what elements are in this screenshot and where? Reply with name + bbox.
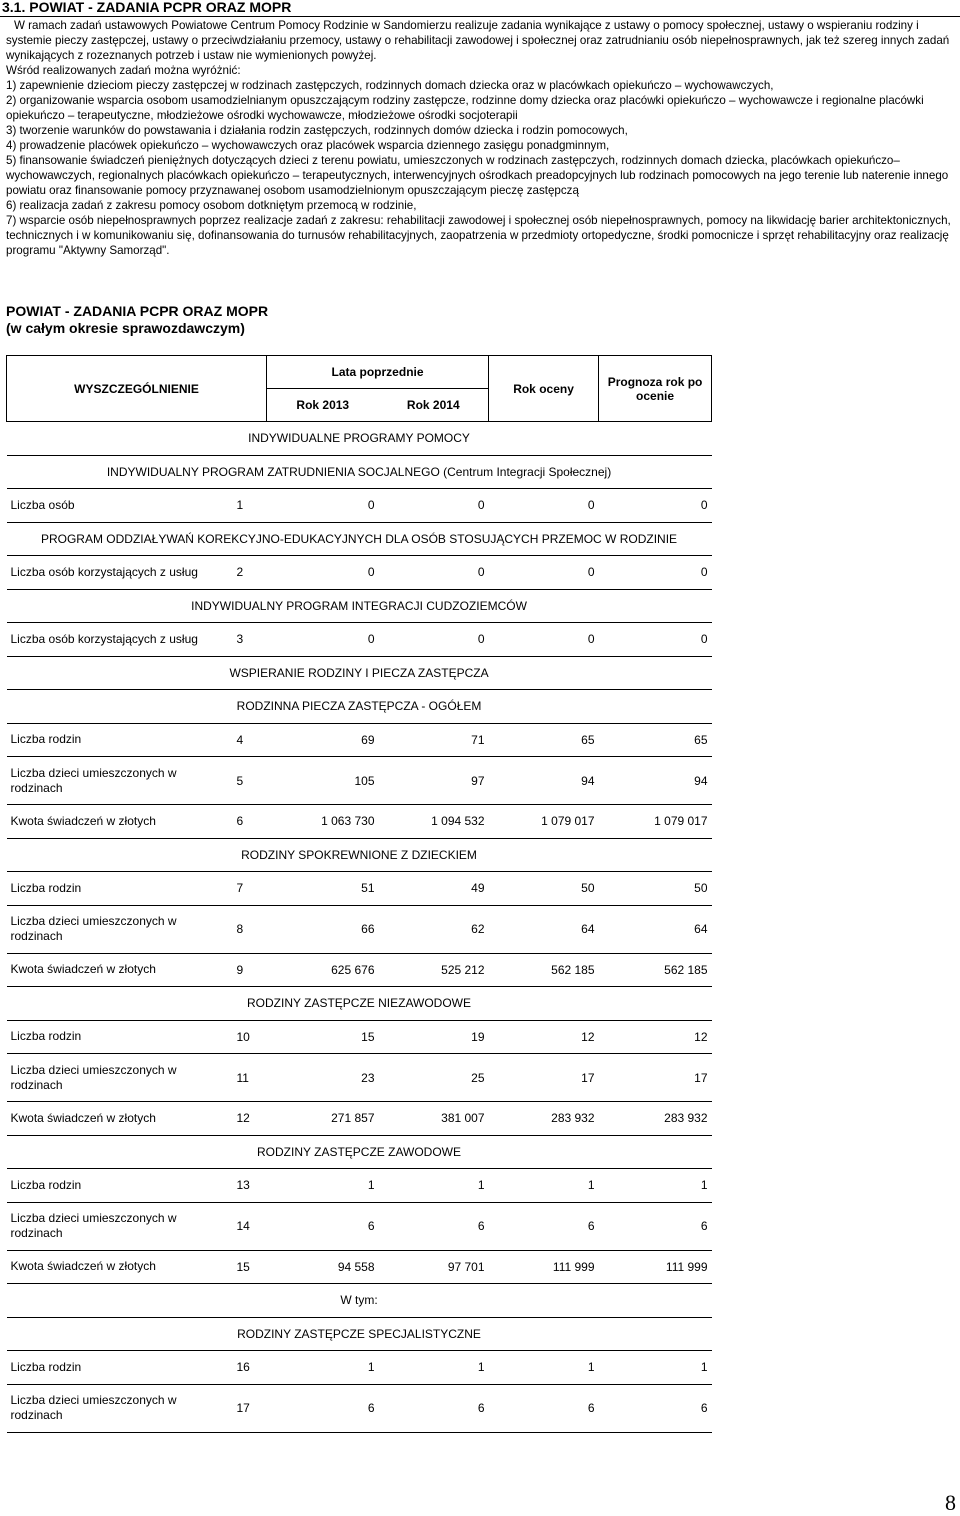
section-row [7, 690, 712, 724]
row-value: 1 079 017 [489, 805, 599, 839]
row-value: 0 [379, 489, 489, 523]
row-value: 0 [379, 623, 489, 657]
row-number: 10 [233, 1020, 267, 1054]
row-value: 15 [267, 1020, 379, 1054]
row-value: 64 [489, 905, 599, 953]
section-title-line2: (w całym okresie sprawozdawczym) [6, 320, 245, 336]
row-number: 11 [233, 1054, 267, 1102]
row-number: 12 [233, 1102, 267, 1136]
row-value: 271 857 [267, 1102, 379, 1136]
row-number: 2 [233, 556, 267, 590]
row-value: 0 [267, 623, 379, 657]
row-value: 0 [599, 489, 712, 523]
row-number: 15 [233, 1250, 267, 1284]
row-value: 0 [267, 556, 379, 590]
row-label: Kwota świadczeń w złotych [7, 1102, 233, 1136]
header-prev-years: Lata poprzednie [267, 356, 489, 389]
section-title [6, 303, 706, 337]
row-number: 6 [233, 805, 267, 839]
table-row [7, 1351, 712, 1385]
row-value: 94 [489, 757, 599, 805]
row-number: 7 [233, 872, 267, 906]
section-heading: WSPIERANIE RODZINY I PIECZA ZASTĘPCZA [7, 656, 712, 690]
row-value: 6 [489, 1384, 599, 1432]
row-value: 64 [599, 905, 712, 953]
section-row [7, 838, 712, 872]
row-value: 50 [489, 872, 599, 906]
row-value: 381 007 [379, 1102, 489, 1136]
intro-item-7: 7) wsparcie osób niepełnosprawnych poprzez realizacje zadań z zakresu: rehabilitacji zawodowej i społecznej osób niepełnosprawnych, pomocy na likwidację barier architektonicznych, technicznych i w komunikowaniu się, dofinansowania do turnusów rehabilitacyjnych, zaopatrzenia w przedmioty ortopedyczne, środki pomocnicze i sprzęt rehabilitacyjny oraz realizację programu "Aktywny Samorząd". [6, 214, 951, 257]
intro-paragraph: W ramach zadań ustawowych Powiatowe Centrum Pomocy Rodzinie w Sandomierzu realizuje zadania wynikające z ustawy o pomocy społecznej, ustawy o wspieraniu rodziny i systemie pieczy zastępczej, ustawy o przeciwdziałaniu przemocy, ustawy o rehabilitacji zawodowej i społecznej oraz zatrudnianiu osób niepełnosprawnych, jak też szereg innych zadań wynikających z rozeznanych potrzeb i ustaw nie wymienionych powyżej. [6, 19, 950, 62]
row-value: 25 [379, 1054, 489, 1102]
row-label: Liczba osób korzystających z usług [7, 623, 233, 657]
row-value: 0 [267, 489, 379, 523]
row-value: 17 [599, 1054, 712, 1102]
section-title-line1: POWIAT - ZADANIA PCPR ORAZ MOPR [6, 303, 269, 319]
row-label: Liczba dzieci umieszczonych w rodzinach [7, 905, 233, 953]
row-value: 1 [267, 1351, 379, 1385]
row-value: 65 [599, 723, 712, 757]
table-row [7, 723, 712, 757]
intro-item-1: 1) zapewnienie dzieciom pieczy zastępczej w rodzinach zastępczych, rodzinnych domach dziecka oraz w placówkach opiekuńczo – wychowawczych, [6, 79, 774, 92]
section-row [7, 589, 712, 623]
row-value: 6 [599, 1384, 712, 1432]
row-value: 1 [379, 1169, 489, 1203]
row-value: 0 [599, 556, 712, 590]
row-value: 283 932 [599, 1102, 712, 1136]
section-row [7, 656, 712, 690]
section-heading: INDYWIDUALNY PROGRAM INTEGRACJI CUDZOZIEMCÓW [7, 589, 712, 623]
row-label: Liczba osób korzystających z usług [7, 556, 233, 590]
header-current-year: Rok oceny [489, 356, 599, 422]
row-value: 6 [267, 1202, 379, 1250]
section-row [7, 522, 712, 556]
intro-item-6: 6) realizacja zadań z zakresu pomocy osobom dotkniętym przemocą w rodzinie, [6, 199, 417, 212]
row-value: 1 [267, 1169, 379, 1203]
table-row [7, 905, 712, 953]
row-value: 94 558 [267, 1250, 379, 1284]
row-number: 16 [233, 1351, 267, 1385]
row-value: 1 094 532 [379, 805, 489, 839]
intro-item-4: 4) prowadzenie placówek opiekuńczo – wychowawczych oraz placówek wsparcia dziennego zasięgu ponadgminnym, [6, 139, 610, 152]
row-number: 3 [233, 623, 267, 657]
row-value: 0 [599, 623, 712, 657]
section-heading: INDYWIDUALNE PROGRAMY POMOCY [7, 422, 712, 456]
table-row [7, 1169, 712, 1203]
table-row [7, 1250, 712, 1284]
row-value: 19 [379, 1020, 489, 1054]
table-row [7, 953, 712, 987]
table-body [7, 422, 712, 1433]
row-value: 71 [379, 723, 489, 757]
section-heading: PROGRAM ODDZIAŁYWAŃ KOREKCYJNO-EDUKACYJNYCH DLA OSÓB STOSUJĄCYCH PRZEMOC W RODZINIE [7, 522, 712, 556]
row-value: 23 [267, 1054, 379, 1102]
intro-item-5: 5) finansowanie świadczeń pieniężnych dotyczących dzieci z terenu powiatu, umieszczonych w rodzinach zastępczych, rodzinnych domach dziecka, placówkach opiekuńczo– wychowawczych, regionalnych placówkach opiekuńczo – terapeutycznych, interwencyjnych ośrodkach preadopcyjnych lub rodzinach pomocowych na jego terenie lub naterenie innego powiatu oraz finansowanie pomocy przyznawanej osobom usamodzielnionym opuszczającym pieczę zastępczą [6, 154, 949, 197]
row-label: Liczba dzieci umieszczonych w rodzinach [7, 757, 233, 805]
row-label: Kwota świadczeń w złotych [7, 805, 233, 839]
row-number: 9 [233, 953, 267, 987]
intro-lead: Wśród realizowanych zadań można wyróżnić: [6, 64, 241, 77]
row-value: 1 [599, 1351, 712, 1385]
row-value: 62 [379, 905, 489, 953]
row-value: 69 [267, 723, 379, 757]
row-value: 0 [489, 556, 599, 590]
section-row [7, 987, 712, 1021]
row-number: 1 [233, 489, 267, 523]
table-row [7, 1054, 712, 1102]
table-header-row [7, 356, 712, 389]
page-number: 8 [945, 1490, 956, 1515]
section-heading: RODZINY ZASTĘPCZE ZAWODOWE [7, 1135, 712, 1169]
row-value: 1 063 730 [267, 805, 379, 839]
row-value: 1 [489, 1169, 599, 1203]
row-value: 17 [489, 1054, 599, 1102]
row-number: 17 [233, 1384, 267, 1432]
row-number: 13 [233, 1169, 267, 1203]
table-row [7, 556, 712, 590]
row-label: Kwota świadczeń w złotych [7, 1250, 233, 1284]
section-row [7, 422, 712, 456]
row-label: Liczba dzieci umieszczonych w rodzinach [7, 1202, 233, 1250]
row-value: 1 [599, 1169, 712, 1203]
header-spec: WYSZCZEGÓLNIENIE [7, 356, 267, 422]
row-value: 525 212 [379, 953, 489, 987]
row-value: 94 [599, 757, 712, 805]
row-number: 14 [233, 1202, 267, 1250]
page-heading: 3.1. POWIAT - ZADANIA PCPR ORAZ MOPR [0, 0, 960, 17]
section-row [7, 1317, 712, 1351]
row-value: 97 [379, 757, 489, 805]
intro-item-2: 2) organizowanie wsparcia osobom usamodzielnianym opuszczającym rodziny zastępcze, rodzinne domy dziecka oraz placówki opiekuńczo – wychowawcze i regionalne placówki opiekuńczo – terapeutyczne, młodzieżowe ośrodki wychowawcze, młodzieżowe ośrodki socjoterapii [6, 94, 924, 122]
row-value: 6 [599, 1202, 712, 1250]
row-value: 12 [489, 1020, 599, 1054]
row-number: 5 [233, 757, 267, 805]
section-heading: RODZINY ZASTĘPCZE NIEZAWODOWE [7, 987, 712, 1021]
row-value: 1 [379, 1351, 489, 1385]
row-value: 1 [489, 1351, 599, 1385]
row-value: 65 [489, 723, 599, 757]
table-row [7, 1102, 712, 1136]
row-label: Liczba dzieci umieszczonych w rodzinach [7, 1384, 233, 1432]
row-value: 0 [489, 623, 599, 657]
table-row [7, 805, 712, 839]
section-row [7, 1135, 712, 1169]
row-label: Liczba rodzin [7, 1351, 233, 1385]
row-value: 6 [379, 1202, 489, 1250]
section-heading: RODZINNA PIECZA ZASTĘPCZA - OGÓŁEM [7, 690, 712, 724]
section-row [7, 1284, 712, 1318]
report-table [6, 355, 712, 1433]
section-heading: RODZINY SPOKREWNIONE Z DZIECKIEM [7, 838, 712, 872]
row-label: Liczba osób [7, 489, 233, 523]
row-value: 0 [489, 489, 599, 523]
row-number: 4 [233, 723, 267, 757]
row-value: 111 999 [599, 1250, 712, 1284]
header-year-2014: Rok 2014 [379, 389, 489, 422]
row-value: 49 [379, 872, 489, 906]
row-label: Liczba rodzin [7, 1020, 233, 1054]
row-value: 625 676 [267, 953, 379, 987]
row-value: 6 [489, 1202, 599, 1250]
row-value: 1 079 017 [599, 805, 712, 839]
section-heading: W tym: [7, 1284, 712, 1318]
row-value: 12 [599, 1020, 712, 1054]
table-row [7, 1020, 712, 1054]
row-value: 562 185 [489, 953, 599, 987]
section-row [7, 455, 712, 489]
table-row [7, 489, 712, 523]
section-heading: RODZINY ZASTĘPCZE SPECJALISTYCZNE [7, 1317, 712, 1351]
row-label: Liczba dzieci umieszczonych w rodzinach [7, 1054, 233, 1102]
row-value: 97 701 [379, 1250, 489, 1284]
row-label: Liczba rodzin [7, 1169, 233, 1203]
row-label: Liczba rodzin [7, 872, 233, 906]
intro-text [6, 18, 956, 258]
row-value: 105 [267, 757, 379, 805]
table-row [7, 757, 712, 805]
row-value: 0 [379, 556, 489, 590]
table-row [7, 1384, 712, 1432]
row-value: 562 185 [599, 953, 712, 987]
table-row [7, 872, 712, 906]
row-label: Liczba rodzin [7, 723, 233, 757]
row-value: 66 [267, 905, 379, 953]
row-number: 8 [233, 905, 267, 953]
row-value: 6 [379, 1384, 489, 1432]
table-row [7, 623, 712, 657]
header-year-2013: Rok 2013 [267, 389, 379, 422]
header-forecast: Prognoza rok po ocenie [599, 356, 712, 422]
row-label: Kwota świadczeń w złotych [7, 953, 233, 987]
row-value: 283 932 [489, 1102, 599, 1136]
intro-item-3: 3) tworzenie warunków do powstawania i działania rodzin zastępczych, rodzinnych domów dziecka i rodzin pomocowych, [6, 124, 628, 137]
row-value: 111 999 [489, 1250, 599, 1284]
table-row [7, 1202, 712, 1250]
row-value: 50 [599, 872, 712, 906]
section-heading: INDYWIDUALNY PROGRAM ZATRUDNIENIA SOCJALNEGO (Centrum Integracji Społecznej) [7, 455, 712, 489]
row-value: 51 [267, 872, 379, 906]
row-value: 6 [267, 1384, 379, 1432]
